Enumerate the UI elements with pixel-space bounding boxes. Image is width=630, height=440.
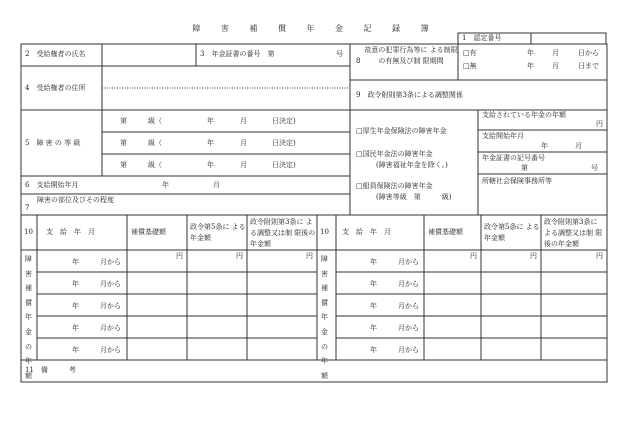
restriction-to-year: 年 bbox=[527, 62, 534, 70]
pension-type-seamen[interactable]: □船員保険法の障害年金 bbox=[356, 182, 433, 190]
table-left-header-period: 支 給 年 月 bbox=[46, 228, 95, 236]
table-left-row-4-amount-2[interactable] bbox=[188, 317, 246, 337]
table-right-row-5-amount-1[interactable] bbox=[425, 339, 480, 359]
restriction-from-month: 月 bbox=[552, 49, 559, 57]
table-right-row-1-yen-1: 円 bbox=[470, 252, 477, 260]
table-left-row-5-amount-3[interactable] bbox=[248, 339, 316, 359]
recipient-name-field[interactable] bbox=[103, 45, 195, 65]
table-left-row-2-year: 年 bbox=[72, 280, 79, 288]
pension-type-national[interactable]: □国民年金法の障害年金 bbox=[356, 150, 433, 158]
table-right-row-1-yen-2: 円 bbox=[530, 252, 537, 260]
disability-grade-label: 5 障 害 の 等 級 bbox=[25, 139, 81, 147]
table-right-row-3-amount-2[interactable] bbox=[482, 295, 540, 315]
table-left-side-label: 障害補償年金の年額 bbox=[25, 255, 32, 380]
table-left-row-1-yen-2: 円 bbox=[236, 252, 243, 260]
cert-number-label: 1 認定番号 bbox=[462, 34, 502, 42]
pension-cert-number-label: 3 年金証書の番号 第 bbox=[200, 50, 275, 58]
table-left-row-1-year: 年 bbox=[72, 258, 79, 266]
table-left-row-3-month-from: 月から bbox=[100, 302, 121, 310]
restriction-label: 故意の犯罪行為等に よる制限の有無及び制 限期間 bbox=[364, 46, 458, 65]
restriction-option-yes[interactable]: □有 bbox=[463, 49, 477, 57]
table-left-row-2-amount-2[interactable] bbox=[188, 273, 246, 293]
table-right-header-base: 補償基礎額 bbox=[428, 228, 463, 236]
pension-start-month: 月 bbox=[575, 142, 582, 150]
payment-start-year: 年 bbox=[162, 181, 169, 189]
recipient-address-field[interactable] bbox=[103, 67, 349, 109]
table-left-row-3-amount-1[interactable] bbox=[128, 295, 186, 315]
grade-row-1-year: 年 bbox=[207, 117, 214, 125]
remarks-field[interactable] bbox=[102, 361, 606, 381]
payment-start-label: 6 支給開始年月 bbox=[25, 181, 79, 189]
table-right-row-3-month-from: 月から bbox=[398, 302, 419, 310]
pension-cert-symbol-dai: 第 bbox=[521, 164, 528, 172]
grade-row-1-day: 日決定) bbox=[272, 117, 296, 125]
table-right-row-5-month-from: 月から bbox=[398, 346, 419, 354]
cert-number-field[interactable] bbox=[532, 34, 605, 43]
table-left-row-1-yen-3: 円 bbox=[306, 252, 313, 260]
table-right-row-1-amount-2[interactable] bbox=[482, 251, 540, 271]
table-left-row-5-year: 年 bbox=[72, 346, 79, 354]
restriction-option-no[interactable]: □無 bbox=[463, 62, 477, 70]
injury-site-num: 7 bbox=[25, 204, 30, 212]
table-right-header-art5: 政令第5条に よる年金額 bbox=[484, 223, 540, 242]
grade-row-3-day: 日決定) bbox=[272, 161, 296, 169]
restriction-to-day: 日まで bbox=[578, 62, 599, 70]
table-left-header-art3: 政令附則第3条に よる調整又は制 限後の年金額 bbox=[250, 218, 316, 248]
grade-row-1-month: 月 bbox=[240, 117, 247, 125]
table-left-row-1-amount-1[interactable] bbox=[128, 251, 186, 271]
pension-type-seamen-note: (障害等級 第 級) bbox=[376, 193, 452, 201]
table-left-row-5-amount-2[interactable] bbox=[188, 339, 246, 359]
grade-row-1-grade: 第 級（ bbox=[120, 117, 162, 125]
current-pension-amount-label: 支給されている年金の年額 bbox=[482, 111, 566, 119]
table-right-row-4-amount-2[interactable] bbox=[482, 317, 540, 337]
grade-row-3-year: 年 bbox=[207, 161, 214, 169]
pension-type-national-note: (障害福祉年金を除く。) bbox=[376, 161, 448, 169]
table-left-row-4-amount-1[interactable] bbox=[128, 317, 186, 337]
table-left-row-2-amount-1[interactable] bbox=[128, 273, 186, 293]
table-left-row-1-yen-1: 円 bbox=[176, 252, 183, 260]
pension-start-label: 支給開始年月 bbox=[482, 132, 524, 140]
table-right-row-2-amount-3[interactable] bbox=[542, 273, 606, 293]
adjustment-label: 9 政令附則第3条による調整関係 bbox=[356, 91, 463, 99]
table-left-row-4-year: 年 bbox=[72, 324, 79, 332]
pension-cert-symbol-go: 号 bbox=[591, 164, 598, 172]
restriction-to-month: 月 bbox=[552, 62, 559, 70]
recipient-name-label: 2 受給権者の氏名 bbox=[25, 50, 86, 58]
table-right-row-2-month-from: 月から bbox=[398, 280, 419, 288]
table-right-row-1-year: 年 bbox=[370, 258, 377, 266]
pension-cert-symbol-label: 年金証書の記号番号 bbox=[482, 154, 545, 162]
table-left-row-5-amount-1[interactable] bbox=[128, 339, 186, 359]
current-pension-yen: 円 bbox=[596, 120, 603, 128]
grade-row-2-month: 月 bbox=[240, 139, 247, 147]
restriction-from-day: 日から bbox=[578, 49, 599, 57]
grade-row-2-day: 日決定) bbox=[272, 139, 296, 147]
table-left-row-1-amount-3[interactable] bbox=[248, 251, 316, 271]
table-left-header-base: 補償基礎額 bbox=[131, 228, 166, 236]
table-left-num: 10 bbox=[24, 228, 33, 236]
table-right-row-2-amount-2[interactable] bbox=[482, 273, 540, 293]
table-right-row-3-amount-3[interactable] bbox=[542, 295, 606, 315]
grade-row-2-year: 年 bbox=[207, 139, 214, 147]
table-right-row-1-month-from: 月から bbox=[398, 258, 419, 266]
table-left-row-4-amount-3[interactable] bbox=[248, 317, 316, 337]
table-right-side-label: 障害補償年金の年額 bbox=[321, 255, 328, 380]
table-right-row-3-amount-1[interactable] bbox=[425, 295, 480, 315]
table-left-row-1-amount-2[interactable] bbox=[188, 251, 246, 271]
remarks-label: 11 備 考 bbox=[25, 366, 76, 374]
recipient-address-label: 4 受給権者の住所 bbox=[25, 84, 86, 92]
grade-row-3-month: 月 bbox=[240, 161, 247, 169]
pension-start-year: 年 bbox=[541, 142, 548, 150]
table-right-row-4-amount-1[interactable] bbox=[425, 317, 480, 337]
restriction-num: 8 bbox=[356, 57, 361, 65]
social-insurance-office-label: 所轄社会保険事務所等 bbox=[482, 177, 552, 185]
table-right-row-4-month-from: 月から bbox=[398, 324, 419, 332]
table-right-row-4-year: 年 bbox=[370, 324, 377, 332]
restriction-from-year: 年 bbox=[527, 49, 534, 57]
table-left-row-3-amount-3[interactable] bbox=[248, 295, 316, 315]
injury-site-field[interactable] bbox=[37, 206, 349, 214]
payment-start-month: 月 bbox=[213, 181, 220, 189]
table-left-row-5-month-from: 月から bbox=[100, 346, 121, 354]
table-right-row-1-yen-3: 円 bbox=[596, 252, 603, 260]
table-right-row-3-year: 年 bbox=[370, 302, 377, 310]
pension-cert-number-suffix: 号 bbox=[336, 50, 343, 58]
table-right-row-5-amount-2[interactable] bbox=[482, 339, 540, 359]
table-left-row-2-amount-3[interactable] bbox=[248, 273, 316, 293]
table-left-header-art5: 政令第5条に よる年金額 bbox=[190, 223, 246, 242]
grade-row-3-grade: 第 級（ bbox=[120, 161, 162, 169]
table-right-row-2-amount-1[interactable] bbox=[425, 273, 480, 293]
table-right-header-art3: 政令附則第3条に よる調整又は制 限後の年金額 bbox=[544, 218, 603, 248]
table-right-row-2-year: 年 bbox=[370, 280, 377, 288]
table-right-row-1-amount-3[interactable] bbox=[542, 251, 606, 271]
table-left-row-4-month-from: 月から bbox=[100, 324, 121, 332]
table-left-row-2-month-from: 月から bbox=[100, 280, 121, 288]
table-right-row-5-year: 年 bbox=[370, 346, 377, 354]
table-right-row-5-amount-3[interactable] bbox=[542, 339, 606, 359]
table-right-header-period: 支 給 年 月 bbox=[342, 228, 391, 236]
table-left-row-1-month-from: 月から bbox=[100, 258, 121, 266]
table-right-num: 10 bbox=[320, 228, 329, 236]
table-right-row-1-amount-1[interactable] bbox=[425, 251, 480, 271]
table-left-row-3-amount-2[interactable] bbox=[188, 295, 246, 315]
pension-cert-number-field[interactable] bbox=[282, 45, 334, 65]
document-title: 障 害 補 償 年 金 記 録 簿 bbox=[192, 24, 438, 33]
grade-row-2-grade: 第 級（ bbox=[120, 139, 162, 147]
table-right-row-4-amount-3[interactable] bbox=[542, 317, 606, 337]
injury-site-label: 障害の部位及びその程度 bbox=[37, 196, 114, 204]
pension-type-welfare[interactable]: □厚生年金保険法の障害年金 bbox=[356, 127, 447, 135]
table-left-row-3-year: 年 bbox=[72, 302, 79, 310]
